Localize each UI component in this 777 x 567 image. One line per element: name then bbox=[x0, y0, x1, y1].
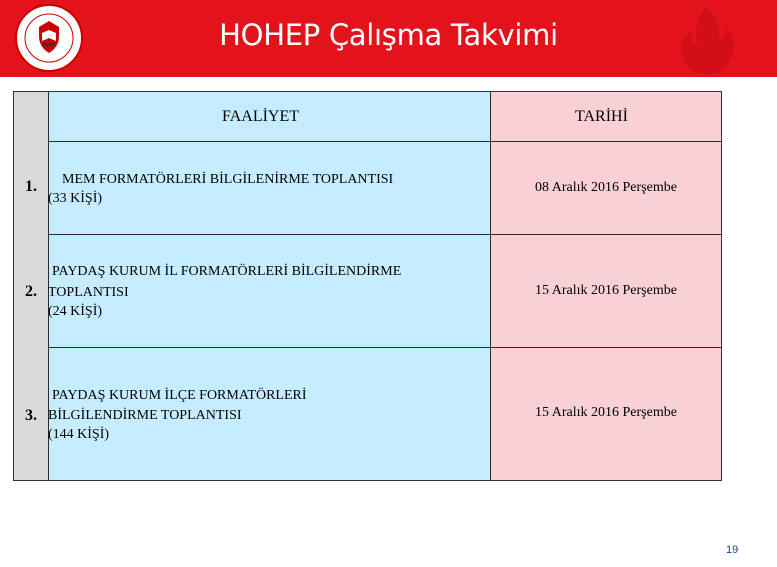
flame-decoration-icon bbox=[666, 2, 746, 78]
date-cell: 08 Aralık 2016 Perşembe bbox=[535, 180, 677, 195]
grid-line bbox=[48, 141, 721, 142]
date-cell: 15 Aralık 2016 Perşembe bbox=[535, 283, 677, 298]
title-banner bbox=[0, 0, 777, 77]
activity-text: TOPLANTISI (24 KİŞİ) bbox=[48, 285, 129, 319]
schedule-table bbox=[13, 91, 722, 481]
row-number: 3. bbox=[25, 407, 37, 424]
activity-text: MEM FORMATÖRLERİ BİLGİLENİRME TOPLANTISI bbox=[62, 172, 394, 187]
activity-text: PAYDAŞ KURUM İLÇE FORMATÖRLERİ bbox=[52, 388, 307, 403]
date-cell: 15 Aralık 2016 Perşembe bbox=[535, 405, 677, 420]
page-title: HOHEP Çalışma Takvimi bbox=[219, 18, 558, 52]
activity-text: (33 KİŞİ) bbox=[48, 191, 103, 206]
row-number: 2. bbox=[25, 283, 37, 300]
grid-line bbox=[48, 347, 721, 348]
column-header-activity: FAALİYET bbox=[222, 108, 300, 125]
column-header-date: TARİHİ bbox=[575, 108, 628, 125]
page-number: 19 bbox=[726, 544, 739, 556]
grid-line bbox=[48, 234, 721, 235]
row-number: 1. bbox=[25, 178, 37, 195]
activity-text: BİLGİLENDİRME TOPLANTISI (144 KİŞİ) bbox=[48, 408, 242, 442]
activity-text: PAYDAŞ KURUM İL FORMATÖRLERİ BİLGİLENDİRME bbox=[52, 264, 402, 279]
